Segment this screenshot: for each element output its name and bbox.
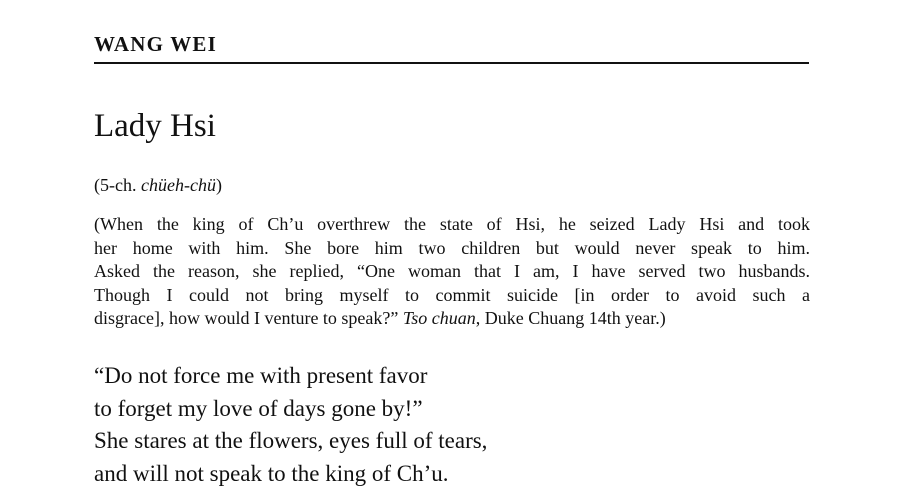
form-note-suffix: ) <box>215 175 222 195</box>
preface-text: , Duke Chuang 14th year.) <box>475 308 666 328</box>
preface-line: Though I could not bring myself to commit suicide [in order to avoid such a <box>94 284 810 305</box>
form-note <box>94 174 222 196</box>
preface-line: Asked the reason, she replied, “One woman that I am, I have served two husbands. <box>94 261 810 281</box>
preface-line: (When the king of Ch’u overthrew the state of Hsi, he seized Lady Hsi and took <box>94 214 810 234</box>
source-title: Tso chuan <box>402 308 476 328</box>
preface <box>94 213 810 331</box>
poem-body <box>94 360 487 490</box>
poem-line: to forget my love of days gone by!” <box>94 395 423 421</box>
poem-line: She stares at the flowers, eyes full of tears, <box>94 428 488 453</box>
preface-line: her home with him. She bore him two children but would never speak to him. <box>94 237 810 258</box>
poem-line: and will not speak to the king of Ch’u. <box>94 460 449 486</box>
poem-title: Lady Hsi <box>94 108 216 144</box>
form-note-prefix: (5-ch. <box>94 175 141 195</box>
preface-line <box>94 307 810 331</box>
header-rule <box>94 62 809 64</box>
poem-line: “Do not force me with present favor <box>94 363 428 388</box>
form-note-form: chüeh-chü <box>140 175 216 195</box>
running-head: WANG WEI <box>94 32 217 56</box>
preface-text: disgrace], how would I venture to speak?” <box>94 308 403 328</box>
